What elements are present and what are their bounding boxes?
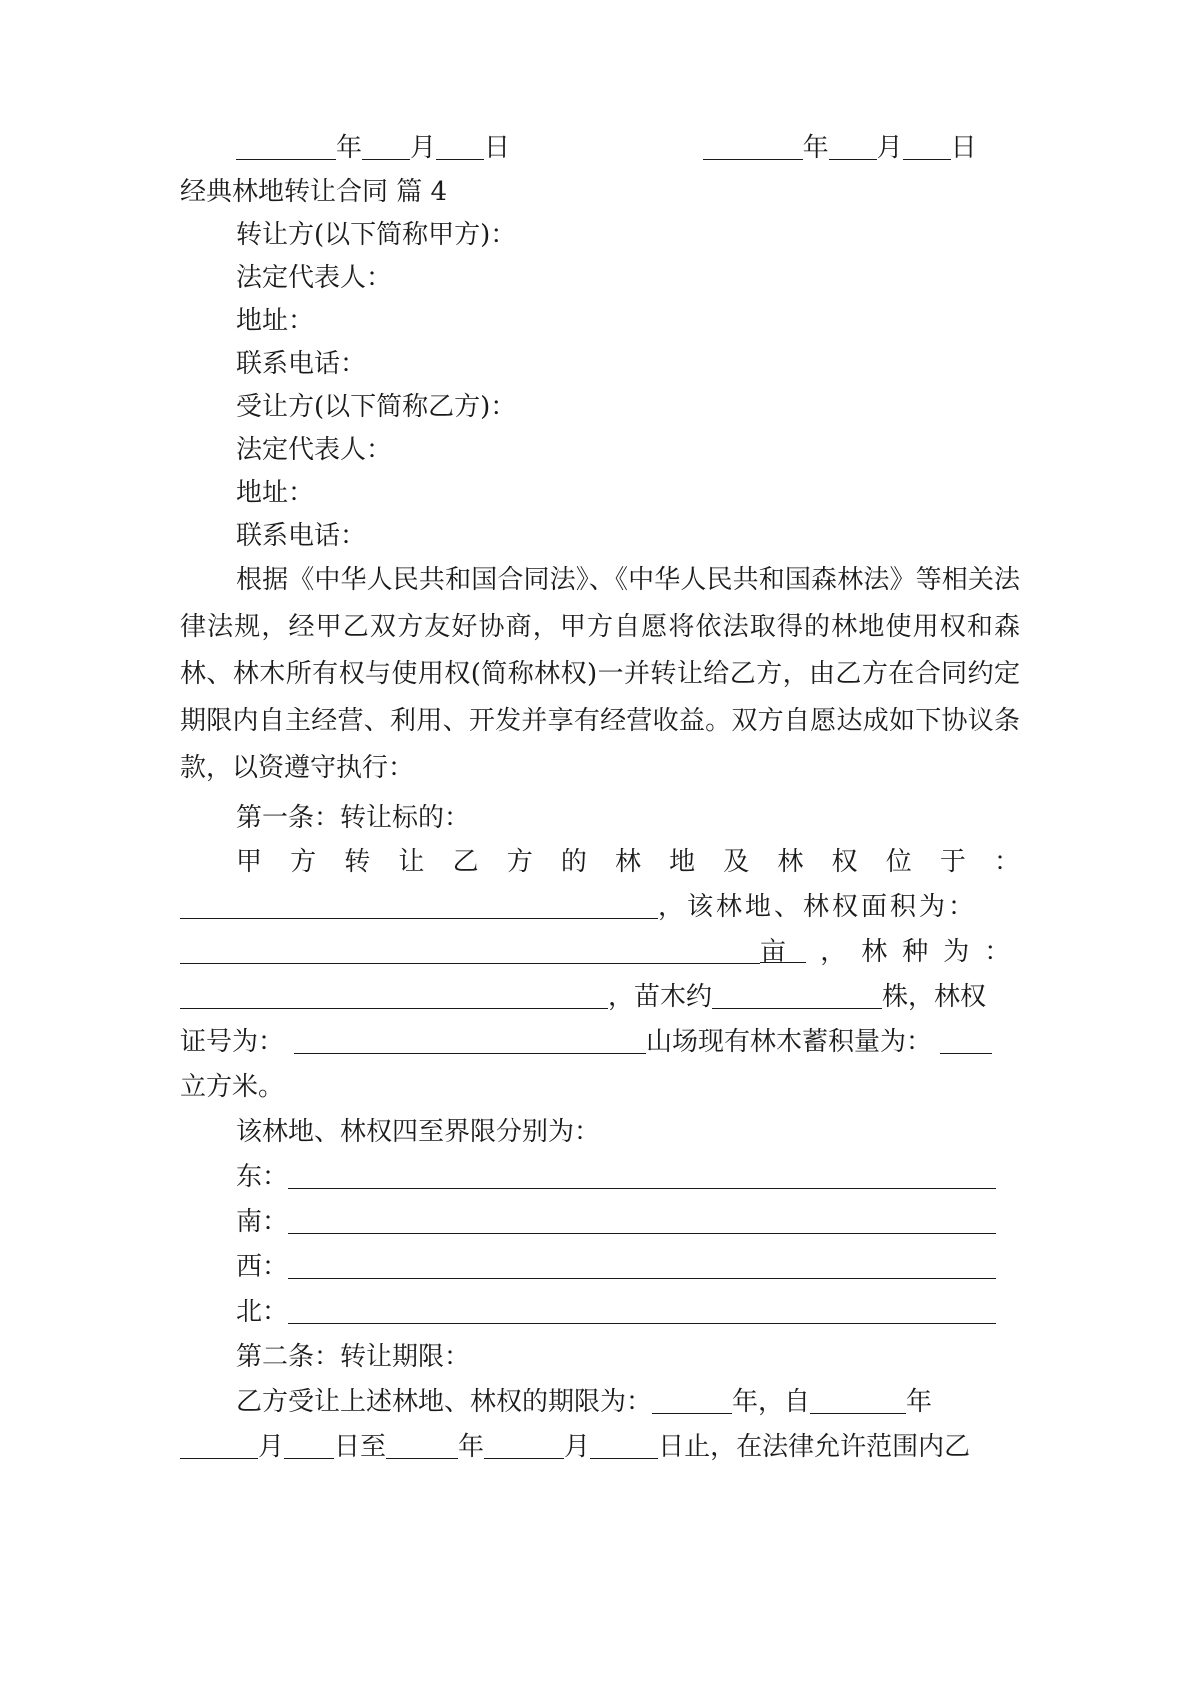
day-blank-right <box>903 129 951 160</box>
boundaries-title: 该林地、林权四至界限分别为： <box>236 1117 601 1147</box>
west-blank <box>288 1248 996 1279</box>
certificate-line <box>180 1022 1020 1062</box>
volume-blank <box>940 1023 992 1054</box>
term-prefix: 乙方受让上述林地、林权的期限为： <box>236 1387 653 1417</box>
species-char: ： <box>984 937 1011 967</box>
location-char: 位 <box>885 847 912 877</box>
date-month-left: 月 <box>410 133 437 163</box>
mu-unit: 亩 <box>760 932 806 963</box>
species-char: 为 <box>943 937 970 967</box>
east-blank <box>288 1158 996 1189</box>
seedlings-label: ，苗木约 <box>608 982 713 1012</box>
date-row <box>236 128 1020 168</box>
location-char: 转 <box>344 847 371 877</box>
end-year-blank <box>386 1428 458 1459</box>
east-label: 东： <box>236 1162 289 1192</box>
preamble-paragraph <box>180 557 1020 792</box>
species-char: 种 <box>902 937 929 967</box>
south-blank <box>288 1203 996 1234</box>
transferor-label: 转让方(以下简称甲方)： <box>236 220 517 250</box>
start-month-blank <box>180 1428 258 1459</box>
cert-label: 证号为： <box>180 1027 285 1057</box>
location-char: 于 <box>939 847 966 877</box>
location-char: 方 <box>290 847 317 877</box>
end-day-blank <box>590 1428 658 1459</box>
end-day-tail: 日止，在法律允许范围内乙 <box>658 1432 971 1462</box>
start-year-label: 年 <box>906 1387 933 1417</box>
area-line <box>180 887 1020 927</box>
transferor-phone: 联系电话： <box>236 349 367 379</box>
zhu-label: 株，林权 <box>882 982 987 1012</box>
location-char: 林 <box>614 847 641 877</box>
north-label: 北： <box>236 1297 289 1327</box>
location-blank <box>180 888 658 919</box>
end-year-label: 年 <box>458 1432 485 1462</box>
location-char: 乙 <box>452 847 479 877</box>
day-blank-left <box>436 129 484 160</box>
date-day-left: 日 <box>484 133 511 163</box>
article2-title: 第二条：转让期限： <box>236 1342 471 1372</box>
cert-number-blank <box>294 1023 646 1054</box>
boundary-south <box>236 1202 1020 1242</box>
month-blank-right <box>829 129 877 160</box>
term-years-blank <box>652 1383 732 1414</box>
location-char: 甲 <box>236 847 263 877</box>
term-year-label: 年，自 <box>732 1387 811 1417</box>
location-line <box>236 842 1020 882</box>
start-month-label: 月 <box>258 1432 285 1462</box>
year-blank-left <box>236 129 336 160</box>
species-line <box>180 932 1020 972</box>
west-label: 西： <box>236 1252 289 1282</box>
end-month-label: 月 <box>564 1432 591 1462</box>
preamble-text: 根据《中华人民共和国合同法》、《中华人民共和国森林法》等相关法律法规，经甲乙双方友好协商，甲方自愿将依法取得的林地使用权和森林、林木所有权与使用权(简称林权)一并转让给乙方，由乙方在合同约定期限内自主经营、利用、开发并享有经营收益。双方自愿达成如下协议条款，以资遵守执行： <box>180 565 1020 783</box>
location-char: 让 <box>398 847 425 877</box>
year-blank-right <box>703 129 803 160</box>
start-day-blank <box>284 1428 334 1459</box>
location-char: 方 <box>506 847 533 877</box>
species-char: 林 <box>861 937 888 967</box>
seedling-line <box>180 977 1020 1017</box>
section-title: 经典林地转让合同 篇 4 <box>180 177 448 207</box>
location-char: 的 <box>560 847 587 877</box>
date-year-right: 年 <box>802 133 829 163</box>
boundary-east <box>236 1157 1020 1197</box>
date-year-left: 年 <box>336 133 363 163</box>
article1-title: 第一条：转让标的： <box>236 803 471 833</box>
species-char: ， <box>820 937 847 967</box>
location-char: 地 <box>669 847 696 877</box>
month-blank-left <box>362 129 410 160</box>
transferee-phone: 联系电话： <box>236 521 367 551</box>
transferor-address: 地址： <box>236 306 315 336</box>
transferor-legal-rep: 法定代表人： <box>236 263 393 293</box>
north-blank <box>288 1293 996 1324</box>
volume-label: 山场现有林木蓄积量为： <box>646 1027 933 1057</box>
area-label: ，该林地、林权面积为： <box>658 892 978 922</box>
boundary-north <box>236 1292 1020 1332</box>
date-month-right: 月 <box>876 133 903 163</box>
south-label: 南： <box>236 1207 289 1237</box>
term-line-2 <box>180 1427 1020 1467</box>
transferee-label: 受让方(以下简称乙方)： <box>236 392 517 422</box>
term-line-1 <box>236 1382 1020 1422</box>
location-char: ： <box>993 847 1020 877</box>
location-char: 权 <box>831 847 858 877</box>
location-char: 林 <box>777 847 804 877</box>
seedling-count-blank <box>712 978 882 1009</box>
date-day-right: 日 <box>950 133 977 163</box>
transferee-address: 地址： <box>236 478 315 508</box>
species-blank <box>180 978 608 1009</box>
boundary-west <box>236 1247 1020 1287</box>
end-month-blank <box>484 1428 564 1459</box>
start-day-to-label: 日至 <box>334 1432 387 1462</box>
area-blank <box>180 933 760 964</box>
volume-unit: 立方米。 <box>180 1072 285 1102</box>
transferee-legal-rep: 法定代表人： <box>236 435 393 465</box>
start-year-blank <box>810 1383 906 1414</box>
location-char: 及 <box>723 847 750 877</box>
